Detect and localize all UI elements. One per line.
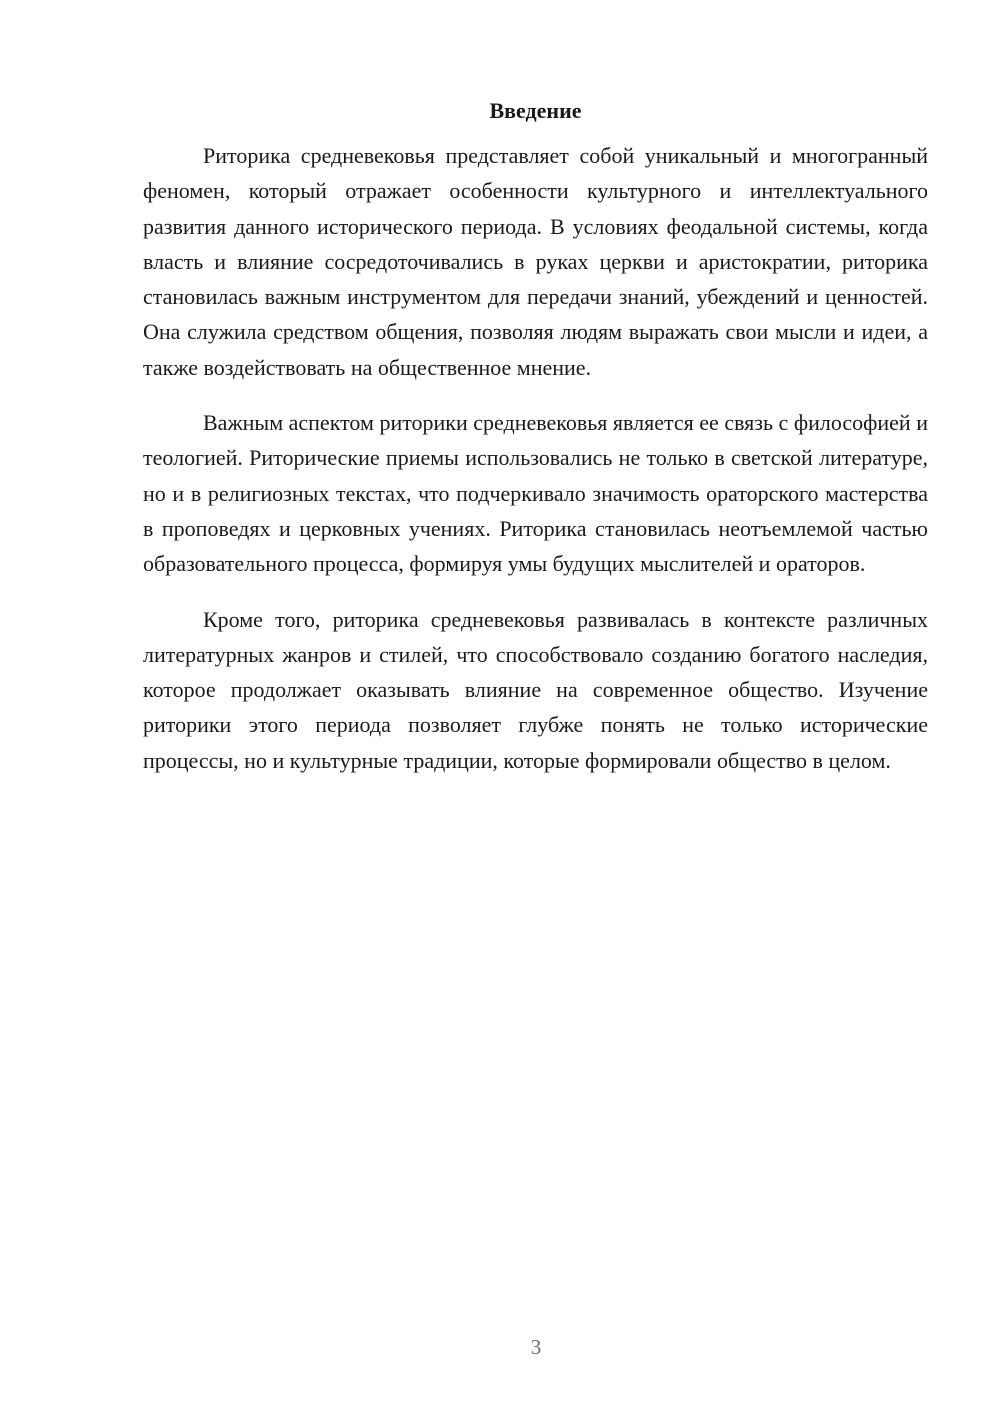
paragraph-2: Важным аспектом риторики средневековья является ее связь с философией и теологией. Риторические приемы использовались не только в светской литературе, но и в религиозных текстах, что подчеркивало значимость ораторского мастерства в проповедях и церковных учениях. Риторика становилась неотъемлемой частью образовательного процесса, формируя умы будущих мыслителей и ораторов. <box>143 410 928 577</box>
page-number: 3 <box>530 1335 542 1359</box>
paragraph-3: Кроме того, риторика средневековья развивалась в контексте различных литературных жанров и стилей, что способствовало созданию богатого наследия, которое продолжает оказывать влияние на современное общество. Изучение риторики этого периода позволяет глубже понять не только исторические процессы, но и культурные традиции, которые формировали общество в целом. <box>143 606 928 773</box>
paragraph-1: Риторика средневековья представляет собой уникальный и многогранный феномен, который отражает особенности культурного и интеллектуального развития данного исторического периода. В условиях феодальной системы, когда власть и влияние сосредоточивались в руках церкви и аристократии, риторика становилась важным инструментом для передачи знаний, убеждений и ценностей. Она служила средством общения, позволяя людям выражать свои мысли и идеи, а также воздействовать на общественное мнение. <box>143 143 928 380</box>
section-heading: Введение <box>489 98 582 123</box>
page-content <box>143 96 928 798</box>
